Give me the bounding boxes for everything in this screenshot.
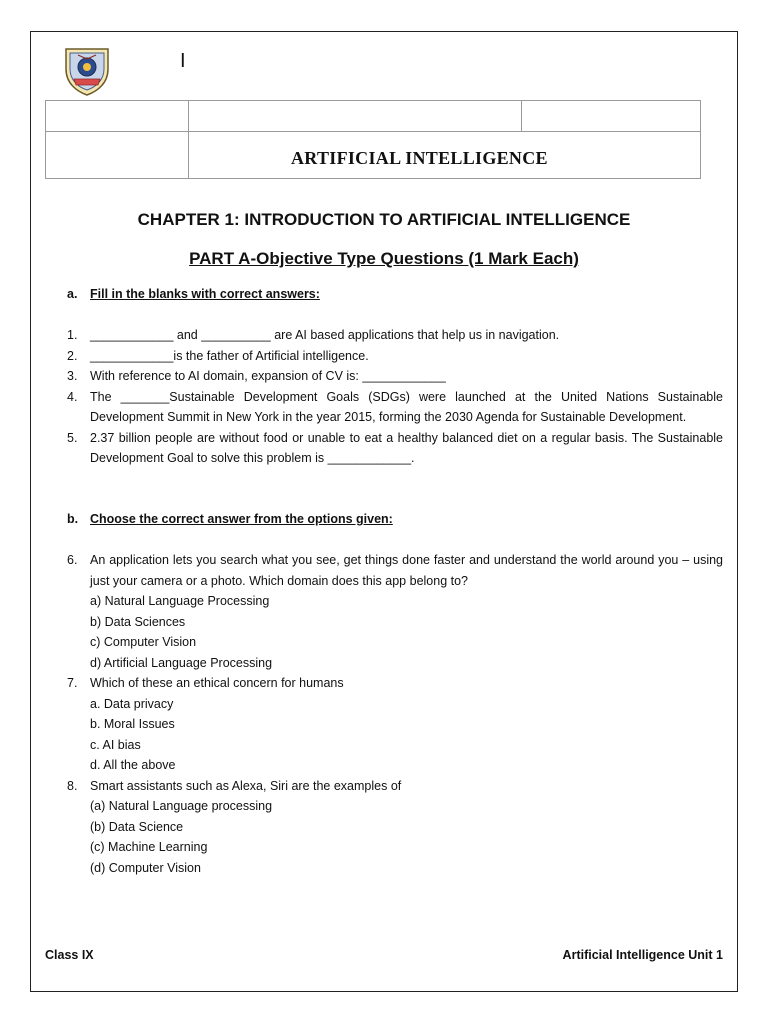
footer-class-label: Class IX <box>45 948 94 962</box>
question-item <box>67 387 723 428</box>
section-a-questions <box>67 325 723 469</box>
school-crest-logo <box>62 45 112 97</box>
question-number: 5. <box>67 430 78 445</box>
answer-option: (c) Machine Learning <box>90 840 208 854</box>
answer-option: (d) Computer Vision <box>90 860 201 875</box>
answer-option: (a) Natural Language processing <box>90 799 273 813</box>
answer-option: (b) Data Science <box>90 819 184 834</box>
question-number: 2. <box>67 348 78 363</box>
question-text: With reference to AI domain, expansion of CV is: ____________ <box>90 369 446 383</box>
header-row-top <box>46 101 701 132</box>
header-cell <box>46 101 189 132</box>
question-number: 6. <box>67 553 78 567</box>
answer-option: b. Moral Issues <box>90 717 175 731</box>
answer-option: a) Natural Language Processing <box>90 594 270 608</box>
question-number: 7. <box>67 676 78 690</box>
header-row-bottom <box>46 132 701 179</box>
question-item <box>67 776 723 879</box>
question-item <box>67 428 723 469</box>
question-item <box>67 346 723 367</box>
question-text: ____________is the father of Artificial intelligence. <box>90 348 369 363</box>
question-text: The _______Sustainable Development Goals (SDGs) were launched at the United Nations Sustainable Development Summit in New York in the year 2015, forming the 2030 Agenda for Sustainable Development. <box>90 389 723 424</box>
answer-option: c. AI bias <box>90 737 141 752</box>
header-cell <box>189 101 522 132</box>
answer-option: d) Artificial Language Processing <box>90 655 273 670</box>
question-text: 2.37 billion people are without food or unable to eat a healthy balanced diet on a regular basis. The Sustainable Development Goal to solve this problem is ____________. <box>90 430 723 465</box>
section-b-title: Choose the correct answer from the options given: <box>90 512 393 526</box>
section-b-label: b. <box>67 512 79 526</box>
section-a-label: a. <box>67 287 78 301</box>
question-text: Which of these an ethical concern for humans <box>90 676 344 690</box>
text-cursor-mark: I <box>180 50 186 72</box>
answer-option: a. Data privacy <box>90 696 174 711</box>
question-number: 4. <box>67 389 78 404</box>
question-item <box>67 325 723 346</box>
header-cell <box>522 101 701 132</box>
section-a-heading <box>67 287 320 301</box>
question-item <box>67 673 723 776</box>
question-item <box>67 366 723 387</box>
question-number: 1. <box>67 328 78 342</box>
question-text: ____________ and __________ are AI based applications that help us in navigation. <box>90 328 560 342</box>
header-table <box>45 100 701 179</box>
subject-title: ARTIFICIAL INTELLIGENCE <box>189 132 701 179</box>
footer-unit-label: Artificial Intelligence Unit 1 <box>562 948 723 962</box>
answer-option: d. All the above <box>90 758 176 772</box>
header-cell <box>46 132 189 179</box>
chapter-title: CHAPTER 1: INTRODUCTION TO ARTIFICIAL INTELLIGENCE <box>137 210 631 229</box>
question-text: Smart assistants such as Alexa, Siri are the examples of <box>90 778 402 793</box>
section-b-heading <box>67 512 393 526</box>
answer-option: b) Data Sciences <box>90 614 186 629</box>
section-b-questions <box>67 550 723 878</box>
answer-option: c) Computer Vision <box>90 635 197 649</box>
question-number: 8. <box>67 778 78 793</box>
part-title: PART A-Objective Type Questions (1 Mark Each) <box>189 249 579 268</box>
section-a-title: Fill in the blanks with correct answers: <box>90 287 320 301</box>
question-text: An application lets you search what you see, get things done faster and understand the world around you – using just your camera or a photo. Which domain does this app belong to? <box>90 553 723 588</box>
question-number: 3. <box>67 369 78 383</box>
question-item <box>67 550 723 673</box>
